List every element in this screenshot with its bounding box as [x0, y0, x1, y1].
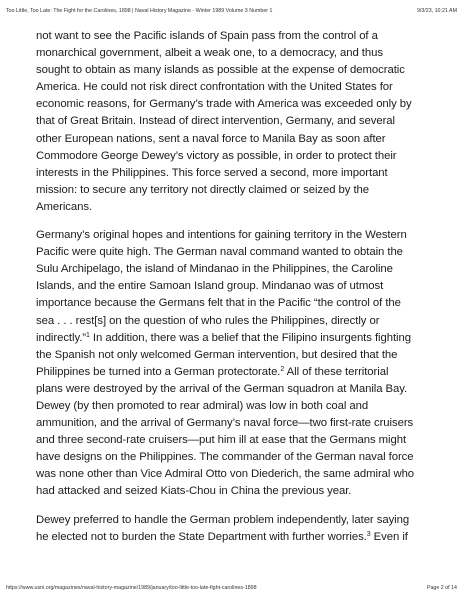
- text-segment: Even if: [370, 530, 408, 543]
- text-line: Americans.: [36, 200, 93, 213]
- text-line: plans were destroyed by the arrival of the German squadron at Manila Bay.: [36, 382, 408, 395]
- text-line: ammunition, and the arrival of Germany’s naval force—two first-rate cruisers: [36, 417, 414, 430]
- page-footer: [6, 583, 457, 593]
- footnote-ref-1[interactable]: 1: [86, 331, 90, 339]
- paragraph-2: [36, 227, 428, 501]
- text-segment: indirectly.”: [36, 331, 87, 344]
- text-segment: In addition, there was a belief that the Filipino insurgents fighting: [89, 331, 411, 344]
- text-line: sea . . . rest[s] on the question of who rules the Philippines, directly or: [36, 314, 380, 327]
- text-line: mission: to secure any territory not directly claimed or seized by the: [36, 183, 370, 196]
- paragraph-1: [36, 28, 428, 216]
- header-title: Too Little, Too Late: The Fight for the Carolines, 1898 | Naval History Magazine - Winter 1989 Volume 3 Number 1: [6, 8, 273, 14]
- text-line: that of Great Britain. Instead of direct intervention, Germany, and several: [36, 115, 395, 128]
- text-line: Sulu Archipelago, the island of Mindanao in the Philippines, the Caroline: [36, 263, 393, 276]
- text-line: not want to see the Pacific islands of Spain pass from the control of a: [36, 30, 378, 42]
- text-line: other European nations, sent a naval force to Manila Bay as soon after: [36, 132, 386, 145]
- text-line: [36, 364, 428, 381]
- text-segment: All of these territorial: [284, 365, 389, 378]
- footnote-ref-2[interactable]: 2: [280, 365, 285, 373]
- footnote-ref-3[interactable]: 3: [366, 530, 371, 538]
- article-body: [36, 28, 428, 557]
- text-line: sought to obtain as many islands as possible at the expense of democratic: [36, 64, 405, 77]
- text-line: Dewey (by then promoted to rear admiral) was low in both coal and: [36, 399, 369, 412]
- paragraph-3: [36, 512, 428, 546]
- text-line: importance because the Germans felt that in the Pacific “the control of the: [36, 297, 401, 310]
- footer-url[interactable]: https://www.usni.org/magazines/naval-history-magazine/1989/january/too-little-too-late-fight-carolines-1898: [6, 585, 257, 591]
- text-line: Germany’s original hopes and intentions for gaining territory in the Western: [36, 229, 407, 242]
- text-segment: Philippines be turned into a German protectorate.: [36, 365, 281, 378]
- text-line: Commodore George Dewey’s victory as possible, in order to protect their: [36, 149, 397, 162]
- text-line: monarchical government, albeit a weak one, to a democracy, and thus: [36, 47, 383, 60]
- text-line: Islands, and the entire Samoan Island group. Mindanao was of utmost: [36, 280, 384, 293]
- text-line: interests in the Philippines. This force served a second, more important: [36, 166, 388, 179]
- text-line: Dewey preferred to handle the German problem independently, later saying: [36, 513, 410, 526]
- text-line: Pacific were quite high. The German naval command wanted to obtain the: [36, 246, 403, 259]
- text-segment: he elected not to burden the State Department with further worries.: [36, 530, 367, 543]
- header-datetime: 9/3/23, 10:21 AM: [416, 8, 457, 14]
- text-line: [36, 330, 428, 347]
- text-line: economic reasons, for Germany’s trade with America was exceeded only by: [36, 98, 412, 111]
- text-line: [36, 529, 428, 546]
- text-line: have designs on the Philippines. The commander of the German naval force: [36, 451, 414, 464]
- text-line: the Spanish not only welcomed German intervention, but desired that the: [36, 348, 398, 361]
- footer-page-number: Page 2 of 14: [426, 585, 457, 591]
- text-line: America. He could not risk direct confrontation with the United States for: [36, 81, 393, 94]
- text-line: and three second-rate cruisers—put him ill at ease that the Germans might: [36, 434, 407, 447]
- text-line: had attacked and seized Kiats-Chou in China the previous year.: [36, 485, 352, 498]
- page-header: [6, 6, 457, 16]
- text-line: was none other than Vice Admiral Otto von Diederich, the same admiral who: [36, 468, 415, 481]
